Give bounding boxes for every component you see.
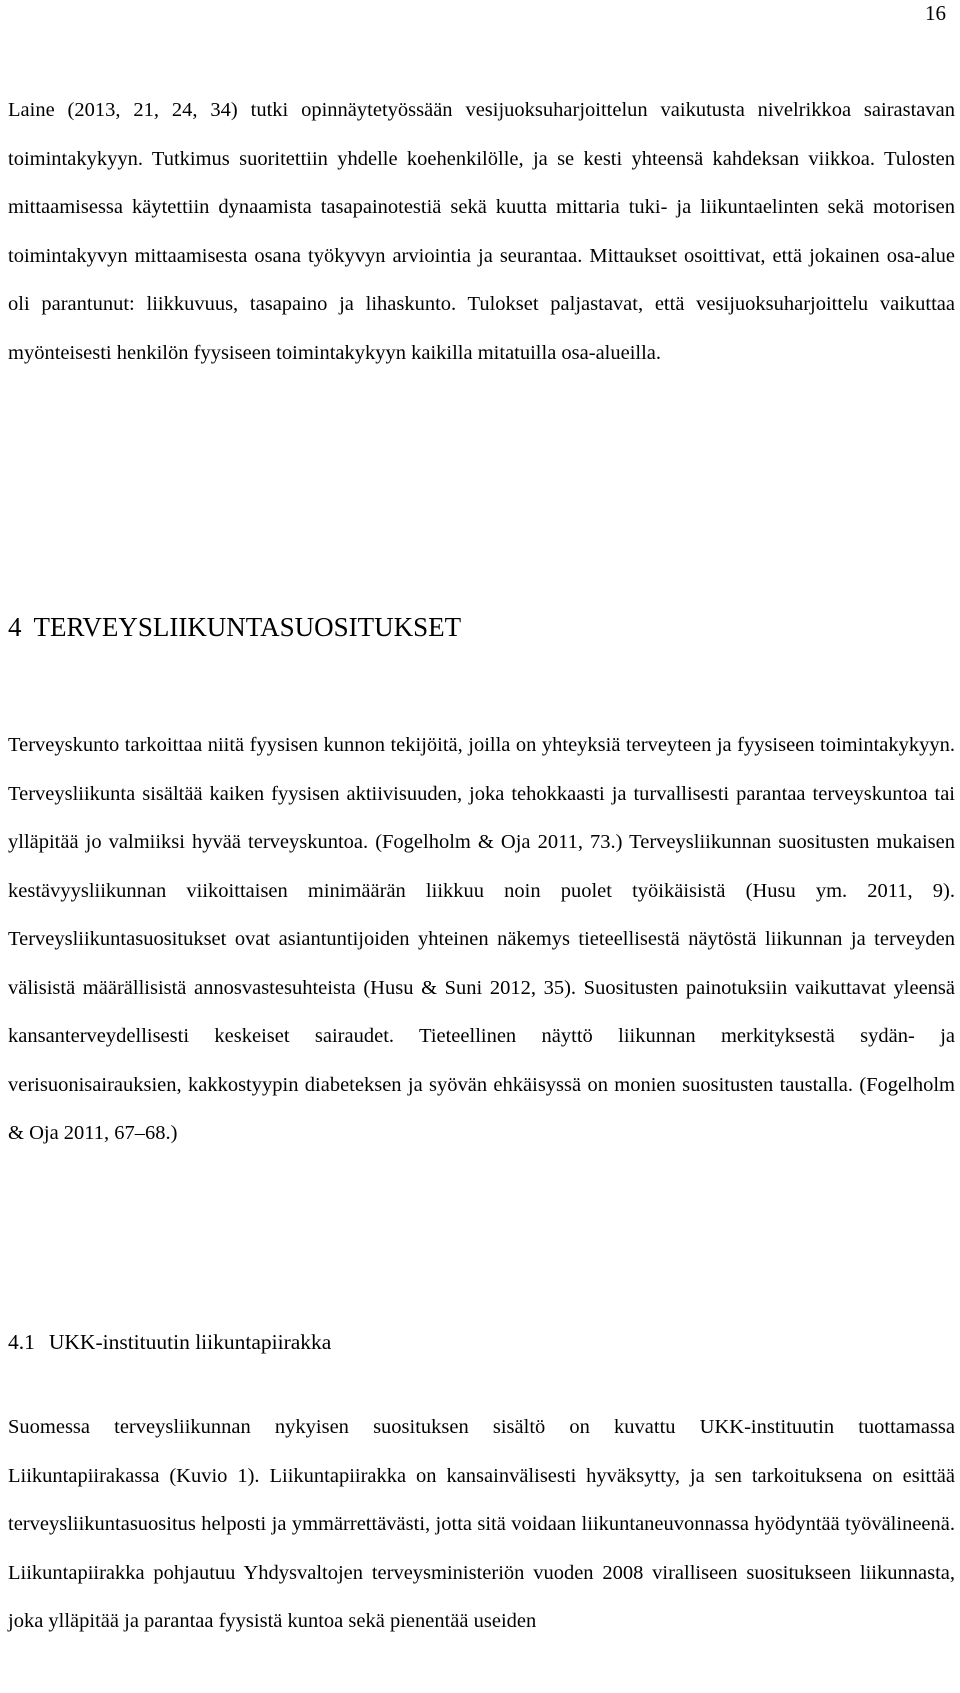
paragraph-terveyskunto: Terveyskunto tarkoittaa niitä fyysisen kunnon tekijöitä, joilla on yhteyksiä terveyteen ja fyysiseen toimintakykyyn. Terveysliikunta sisältää kaiken fyysisen aktiivisuuden, joka tehokkaasti ja turvallisesti parantaa terveyskuntoa tai ylläpitää jo valmiiksi hyvää terveyskuntoa. (Fogelholm & Oja 2011, 73.) Terveysliikunnan suositusten mukaisen kestävyysliikunnan viikoittaisen minimäärän liikkuu noin puolet työikäisistä (Husu ym. 2011, 9). Terveysliikuntasuositukset ovat asiantuntijoiden yhteinen näkemys tieteellisestä näytöstä liikunnan ja terveyden välisistä määrällisistä annosvastesuhteista (Husu & Suni 2012, 35). Suositusten painotuksiin vaikuttavat yleensä kansanterveydellisesti keskeiset sairaudet. Tieteellinen näyttö liikunnan merkityksestä sydän- ja verisuonisairauksien, kakkostyypin diabeteksen ja syövän ehkäisyssä on monien suositusten taustalla. (Fogelholm & Oja 2011, 67–68.) — [8, 734, 955, 1144]
paragraph-liikuntapiirakka: Suomessa terveysliikunnan nykyisen suosituksen sisältö on kuvattu UKK-instituutin tuottamassa Liikuntapiirakassa (Kuvio 1). Liikuntapiirakka on kansainvälisesti hyväksytty, ja sen tarkoituksena on esittää terveysliikuntasuositus helposti ja ymmärrettävästi, jotta sitä voidaan liikuntaneuvonnassa hyödyntää työvälineenä. Liikuntapiirakka pohjautuu Yhdysvaltojen terveysministeriön vuoden 2008 viralliseen suositukseen liikunnasta, joka ylläpitää ja parantaa fyysistä kuntoa sekä pienentää useiden — [8, 1416, 955, 1632]
paragraph-laine-study: Laine (2013, 21, 24, 34) tutki opinnäytetyössään vesijuoksuharjoittelun vaikutusta nivelrikkoa sairastavan toimintakykyyn. Tutkimus suoritettiin yhdelle koehenkilölle, ja se kesti yhteensä kahdeksan viikkoa. Tulosten mittaamisessa käytettiin dynaamista tasapainotestiä sekä kuutta mittaria tuki- ja liikuntaelinten sekä motorisen toimintakyvyn mittaamisesta osana työkyvyn arviointia ja seurantaa. Mittaukset osoittivat, että jokainen osa-alue oli parantunut: liikkuvuus, tasapaino ja lihaskunto. Tulokset paljastavat, että vesijuoksuharjoittelu vaikuttaa myönteisesti henkilön fyysiseen toimintakykyyn kaikilla mitatuilla osa-alueilla. — [8, 99, 955, 364]
subsection-title: UKK-instituutin liikuntapiirakka — [48, 1330, 332, 1354]
page-number: 16 — [925, 1, 946, 25]
subsection-number: 4.1 — [8, 1330, 35, 1354]
section-heading-4-1 — [8, 1327, 331, 1357]
section-number: 4 — [8, 612, 22, 642]
section-title: TERVEYSLIIKUNTASUOSITUKSET — [33, 612, 462, 642]
section-heading-4 — [8, 610, 461, 644]
